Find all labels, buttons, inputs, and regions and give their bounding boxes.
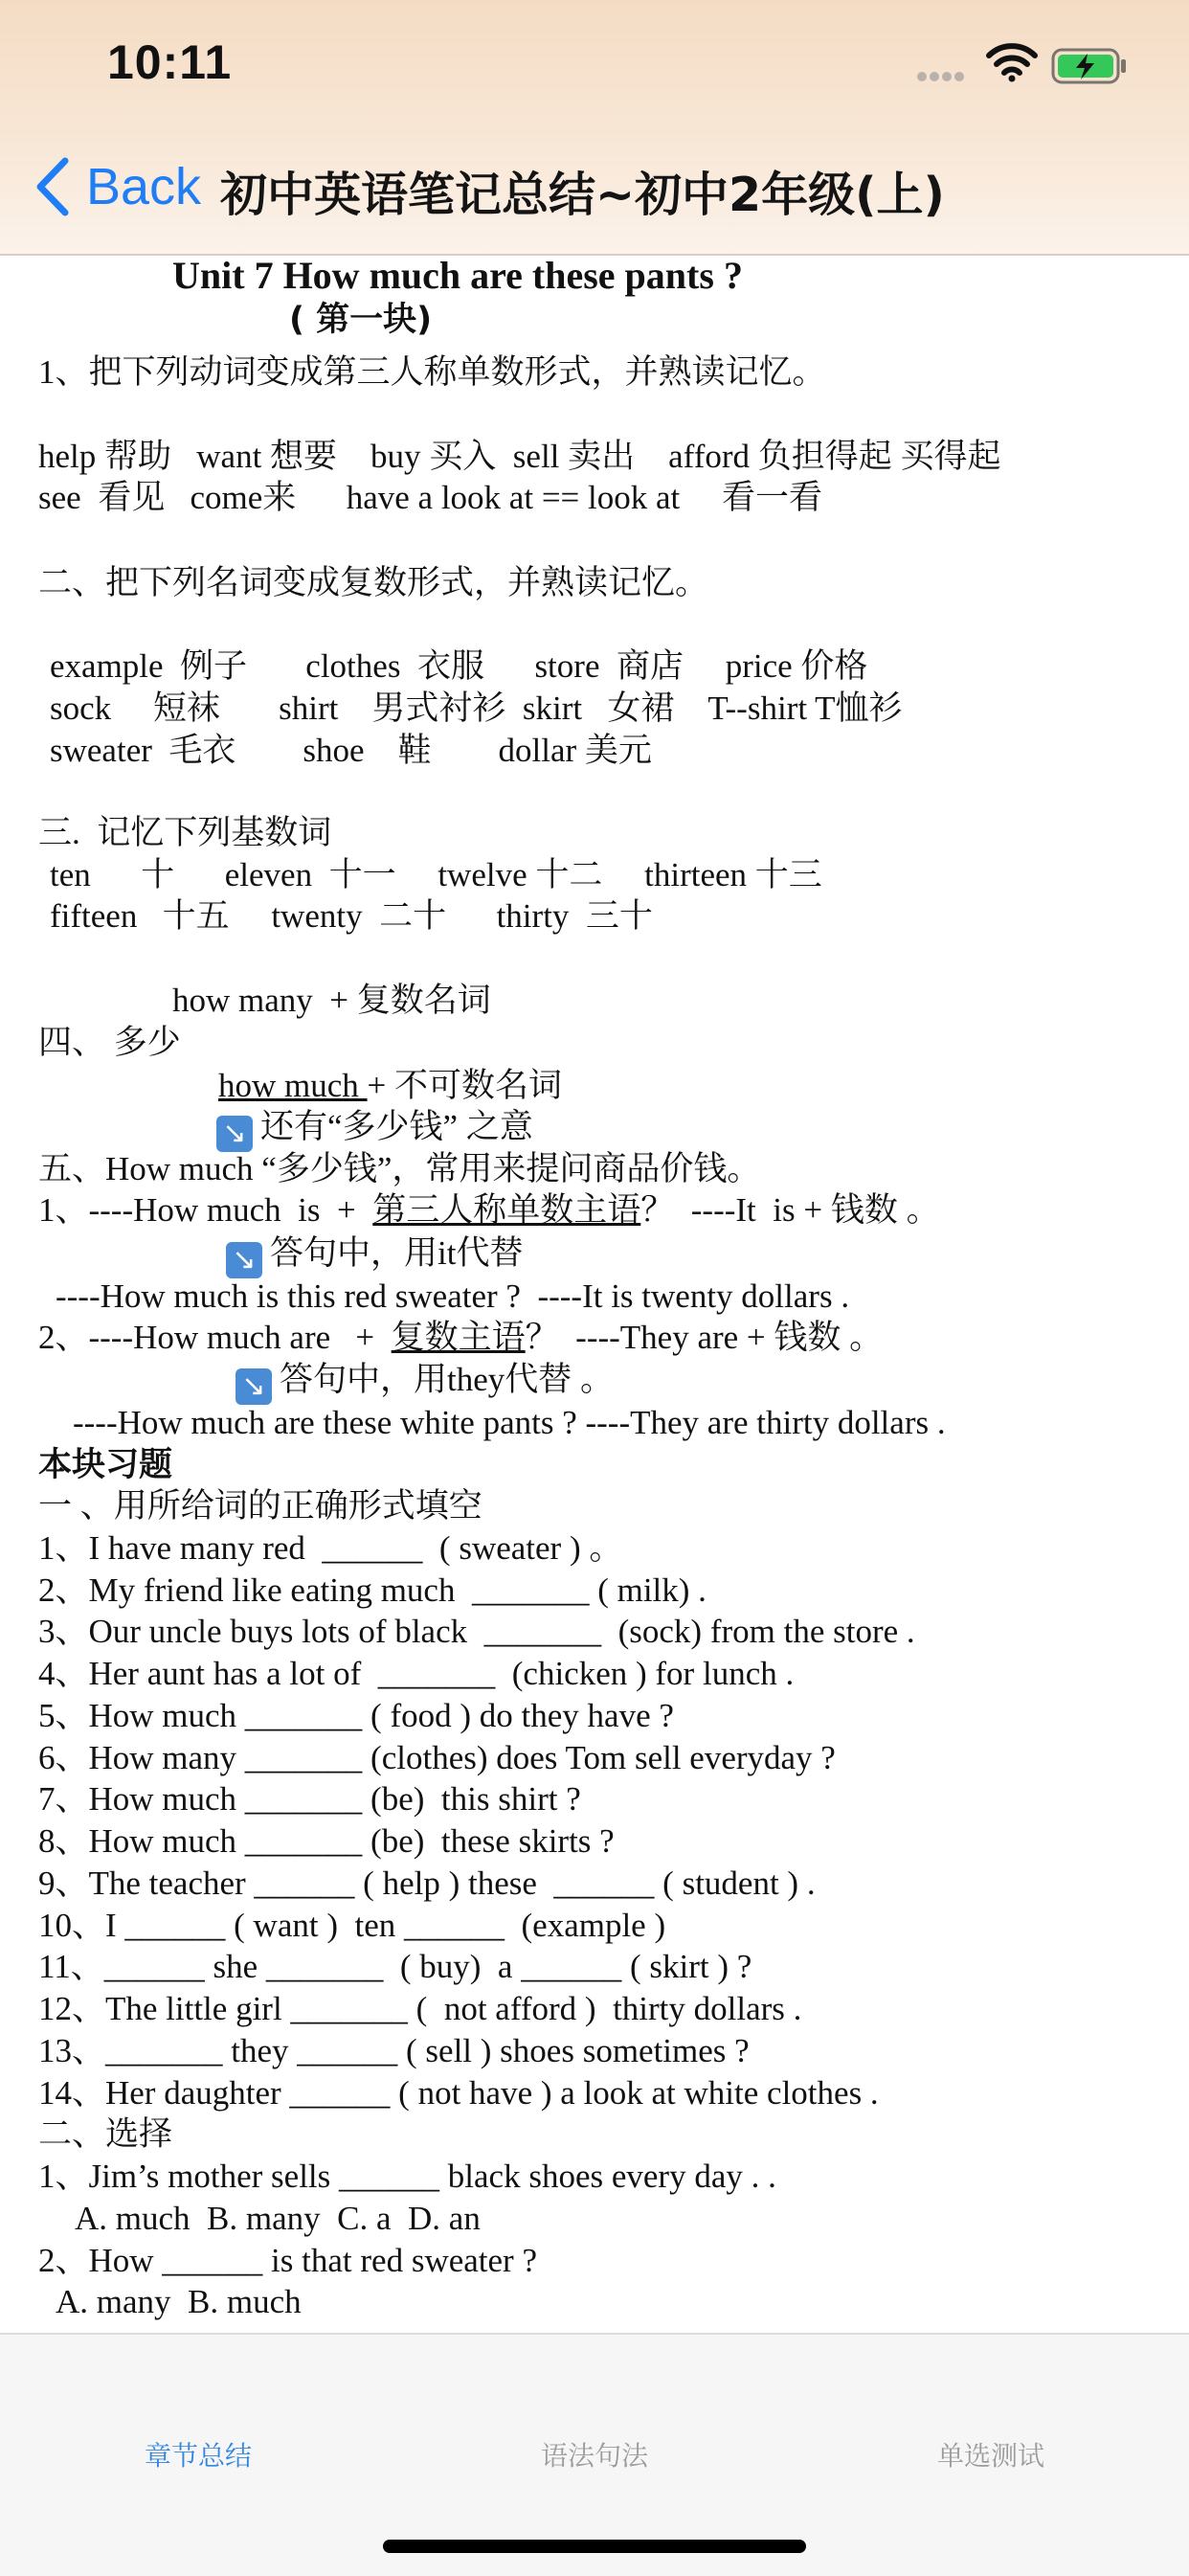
arrow-down-right-icon: ↘ [226,1242,262,1278]
exercise-item: 3、Our uncle buys lots of black _______ (sock) from the store . [38,1613,915,1650]
text-line: 二、选择 [38,2115,173,2153]
exercise-item: 1、Jim’s mother sells ______ black shoes every day . . [38,2158,776,2195]
exercise-item: 10、I ______ ( want ) ten ______ (example ) [38,1907,666,1944]
text-line: 五、How much “多少钱”，常用来提问商品价钱。 [38,1150,761,1187]
cellular-signal-icon [917,69,967,86]
exercise-item: 5、How much _______ ( food ) do they have ? [38,1697,674,1734]
exercise-item: 1、I have many red ______ ( sweater ) 。 [38,1529,623,1567]
underlined-text: 复数主语 [391,1319,526,1356]
text-span: 答句中，用it代替 [270,1234,524,1272]
page-title: 初中英语笔记总结~初中2年级(上) [220,168,945,222]
text-line: sock 短袜 shirt 男式衬衫 skirt 女裙 T--shirt T恤衫 [50,689,903,727]
text-line [218,1066,562,1106]
chevron-left-icon [33,155,73,218]
text-line: 三. 记忆下列基数词 [38,814,332,851]
text-line: 一 、用所给词的正确形式填空 [38,1487,482,1525]
text-line: ----How much are these white pants ? ----They are thirty dollars . [73,1404,946,1441]
arrow-down-right-icon: ↘ [216,1116,253,1152]
exercise-item: 6、How many _______ (clothes) does Tom sell everyday ? [38,1739,836,1776]
back-button[interactable] [33,153,201,220]
exercise-heading: 本块习题 [38,1446,173,1484]
text-line [38,1190,940,1231]
text-line [216,1107,533,1152]
arrow-down-right-icon: ↘ [236,1368,272,1405]
text-span: 1、----How much is + [38,1191,373,1229]
exercise-item: 9、The teacher ______ ( help ) these ______ ( student ) . [38,1864,816,1902]
exercise-item: 2、How ______ is that red sweater ? [38,2242,537,2279]
text-span: ？ ----It is + 钱数 。 [640,1191,940,1229]
text-span: 还有“多少钱” 之意 [260,1108,533,1145]
text-span: 答句中，用they代替 。 [280,1361,615,1398]
exercise-item: 2、My friend like eating much _______ ( milk) . [38,1571,707,1609]
text-line [38,1318,883,1358]
home-indicator [383,2540,806,2553]
text-span: + 不可数名词 [367,1067,563,1104]
text-line [236,1360,614,1405]
text-line: ten 十 eleven 十一 twelve 十二 thirteen 十三 [50,856,822,893]
tab-quiz[interactable]: 单选测试 [936,2440,1044,2472]
underlined-text: 第三人称单数主语 [372,1191,641,1229]
text-line: example 例子 clothes 衣服 store 商店 price 价格 [50,647,868,685]
tab-chapter-summary[interactable]: 章节总结 [144,2440,252,2472]
exercise-item: 13、_______ they ______ ( sell ) shoes sometimes ? [38,2032,750,2069]
battery-charging-icon [1051,48,1128,84]
text-span: ？ ----They are + 钱数 。 [525,1319,884,1356]
exercise-item: 4、Her aunt has a lot of _______ (chicken ) for lunch . [38,1655,795,1692]
text-line: sweater 毛衣 shoe 鞋 dollar 美元 [50,732,652,769]
back-label: Back [86,158,202,215]
underlined-text: how much [218,1067,368,1104]
exercise-options: A. many B. much [56,2283,302,2320]
text-line: 1、把下列动词变成第三人称单数形式，并熟读记忆。 [38,353,826,391]
navigation-header [0,0,1189,256]
text-line: ----How much is this red sweater ? ----It is twenty dollars . [56,1277,850,1315]
section-subtitle: ( 第一块) [289,301,433,339]
exercise-item: 8、How much _______ (be) these skirts ? [38,1822,615,1860]
text-line: see 看见 come来 have a look at == look at 看一看 [38,479,823,516]
exercise-item: 7、How much _______ (be) this shirt ? [38,1780,581,1818]
exercise-options: A. much B. many C. a D. an [75,2200,481,2237]
text-line: fifteen 十五 twenty 二十 thirty 三十 [50,897,653,935]
unit-title: Unit 7 How much are these pants ? [172,256,743,297]
text-span: 2、----How much are + [38,1319,392,1356]
text-line: 二、把下列名词变成复数形式，并熟读记忆。 [38,564,709,601]
status-time: 10:11 [107,35,233,89]
tab-grammar[interactable]: 语法句法 [540,2440,648,2472]
note-content[interactable] [0,256,1189,2332]
exercise-item: 11、______ she _______ ( buy) a ______ ( skirt ) ? [38,1948,752,1985]
exercise-item: 12、The little girl _______ ( not afford ) thirty dollars . [38,1990,802,2027]
text-line: how many + 复数名词 [172,982,491,1019]
text-line: help 帮助 want 想要 buy 买入 sell 卖出 afford 负担得起 买得起 [38,438,1001,475]
exercise-item: 14、Her daughter ______ ( not have ) a look at white clothes . [38,2074,879,2112]
text-line [226,1233,523,1278]
wifi-icon [986,42,1038,82]
text-line: 四、 多少 [38,1024,181,1061]
